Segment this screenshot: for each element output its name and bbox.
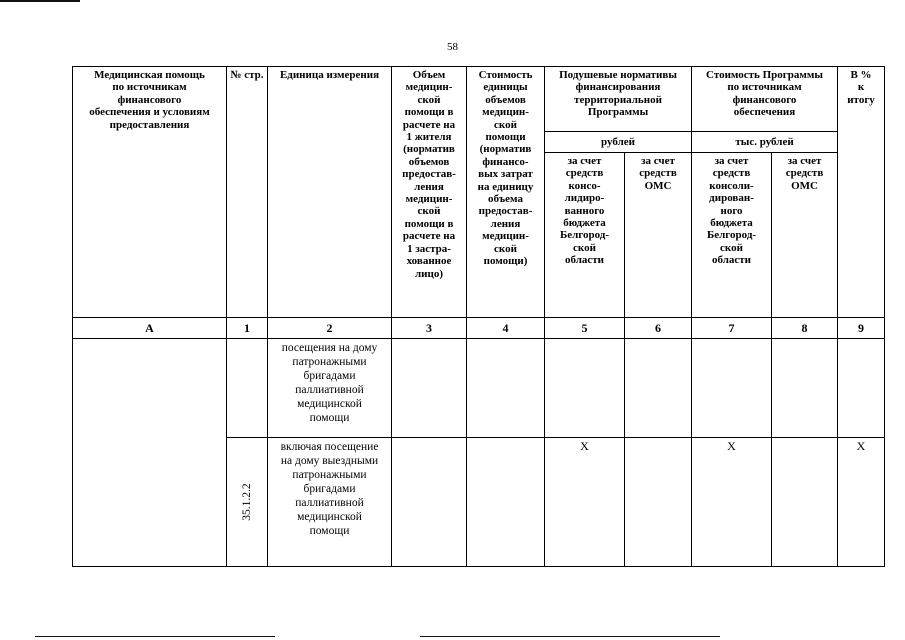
cost-oms-cell <box>772 438 838 567</box>
index-cell-8: 8 <box>772 318 838 339</box>
header-col-a: Медицинская помощь по источникам финансового обеспечения и условиям предоставления <box>73 67 227 318</box>
financing-table <box>72 66 885 567</box>
volume-cell <box>392 438 467 567</box>
header-col-5: за счет средств консо- лидиро- ванного бюджета Белгород- ской области <box>545 153 625 318</box>
header-group-cost: Стоимость Программы по источникам финансового обеспечения <box>692 67 838 132</box>
header-group-norms: Подушевые нормативы финансирования территориальной Программы <box>545 67 692 132</box>
cost-budget-cell <box>692 339 772 438</box>
index-cell-4: 4 <box>467 318 545 339</box>
header-col-9: В % к итогу <box>838 67 885 318</box>
header-row-1 <box>73 67 885 132</box>
scan-artifact-top <box>0 0 80 2</box>
percent-cell: Х <box>838 438 885 567</box>
unit-cell: посещения на дому патронажными бригадами паллиативной медицинской помощи <box>268 339 392 438</box>
cost-cell <box>467 339 545 438</box>
header-unit-thousand-rub: тыс. рублей <box>692 132 838 153</box>
row-number-cell <box>227 438 268 567</box>
page-number: 58 <box>447 41 458 53</box>
volume-cell <box>392 339 467 438</box>
header-col-6: за счет средств ОМС <box>625 153 692 318</box>
header-col-2: Единица измерения <box>268 67 392 318</box>
row-number: 35.1.2.2 <box>240 483 253 521</box>
scan-artifact-bottom-mid <box>420 636 720 637</box>
index-cell-9: 9 <box>838 318 885 339</box>
index-cell-1: 1 <box>227 318 268 339</box>
cost-cell <box>467 438 545 567</box>
percent-cell <box>838 339 885 438</box>
header-col-8: за счет средств ОМС <box>772 153 838 318</box>
table-row <box>73 339 885 438</box>
header-col-3: Объем медицин- ской помощи в расчете на 1 жителя (норматив объемов предостав- ления медицин- ской помощи в расчете на 1 застра- хованное лицо) <box>392 67 467 318</box>
index-cell-6: 6 <box>625 318 692 339</box>
index-cell-3: 3 <box>392 318 467 339</box>
cost-oms-cell <box>772 339 838 438</box>
index-cell-a: А <box>73 318 227 339</box>
header-col-4: Стоимость единицы объемов медицин- ской помощи (норматив финансо- вых затрат на единицу объема предостав- ления медицин- ской помощи) <box>467 67 545 318</box>
unit-cell: включая посещение на дому выездными патронажными бригадами паллиативной медицинской помощи <box>268 438 392 567</box>
index-cell-7: 7 <box>692 318 772 339</box>
index-cell-5: 5 <box>545 318 625 339</box>
scan-artifact-bottom-left <box>35 636 275 637</box>
index-row <box>73 318 885 339</box>
norm-budget-cell <box>545 339 625 438</box>
header-col-7: за счет средств консоли- дирован- ного бюджета Белгород- ской области <box>692 153 772 318</box>
header-col-1: № стр. <box>227 67 268 318</box>
index-cell-2: 2 <box>268 318 392 339</box>
row-number-cell <box>227 339 268 438</box>
norm-budget-cell: Х <box>545 438 625 567</box>
cost-budget-cell: Х <box>692 438 772 567</box>
category-cell <box>73 339 227 567</box>
header-unit-rub: рублей <box>545 132 692 153</box>
norm-oms-cell <box>625 339 692 438</box>
norm-oms-cell <box>625 438 692 567</box>
